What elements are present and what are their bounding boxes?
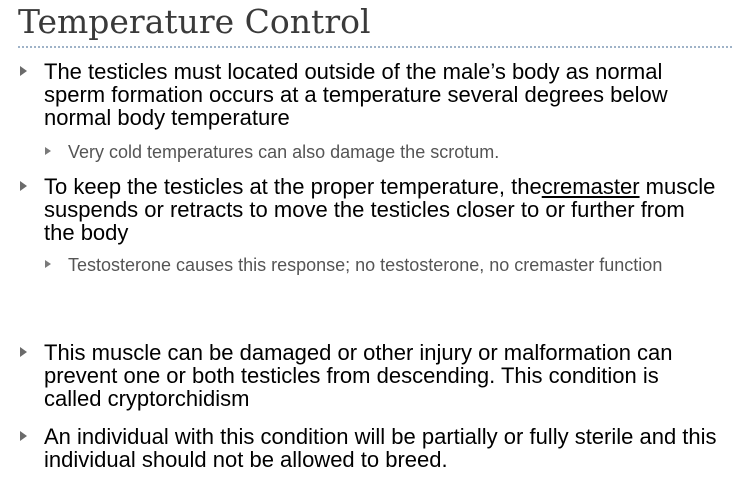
bullet-arrow-icon [20, 431, 27, 441]
bullet-1-text: The testicles must located outside of the male’s body as normal sperm formation occurs at a temperature several degrees below normal body temperature [44, 59, 668, 130]
title-divider [18, 46, 732, 48]
bullet-2-text-before: To keep the testicles at the proper temperature, the [44, 174, 542, 199]
sub-bullet-2 [45, 255, 725, 275]
bullet-3-text: This muscle can be damaged or other injury or malformation can prevent one or both testicles from descending. This condition is called cryptorchidism [44, 340, 673, 411]
sub-bullet-arrow-icon [45, 260, 51, 268]
cremaster-term: cremaster [541, 174, 640, 199]
sub-bullet-1-text: Very cold temperatures can also damage the scrotum. [68, 142, 500, 162]
sub-bullet-2-text: Testosterone causes this response; no testosterone, no cremaster function [68, 255, 663, 275]
bullet-2 [20, 175, 720, 244]
bullet-arrow-icon [20, 66, 27, 76]
bullet-arrow-icon [20, 347, 27, 357]
bullet-3 [20, 341, 720, 410]
bullet-4-text: An individual with this condition will be partially or fully sterile and this individual should not be allowed to breed. [44, 424, 717, 472]
bullet-2-text [44, 175, 720, 244]
slide-title: Temperature Control [18, 2, 371, 41]
bullet-arrow-icon [20, 181, 27, 191]
bullet-1 [20, 60, 720, 129]
bullet-4 [20, 425, 720, 471]
sub-bullet-1 [45, 142, 725, 162]
bullet-2-text-after: muscle suspends or retracts to move the testicles closer to or further from the body [44, 174, 716, 245]
sub-bullet-arrow-icon [45, 147, 51, 155]
